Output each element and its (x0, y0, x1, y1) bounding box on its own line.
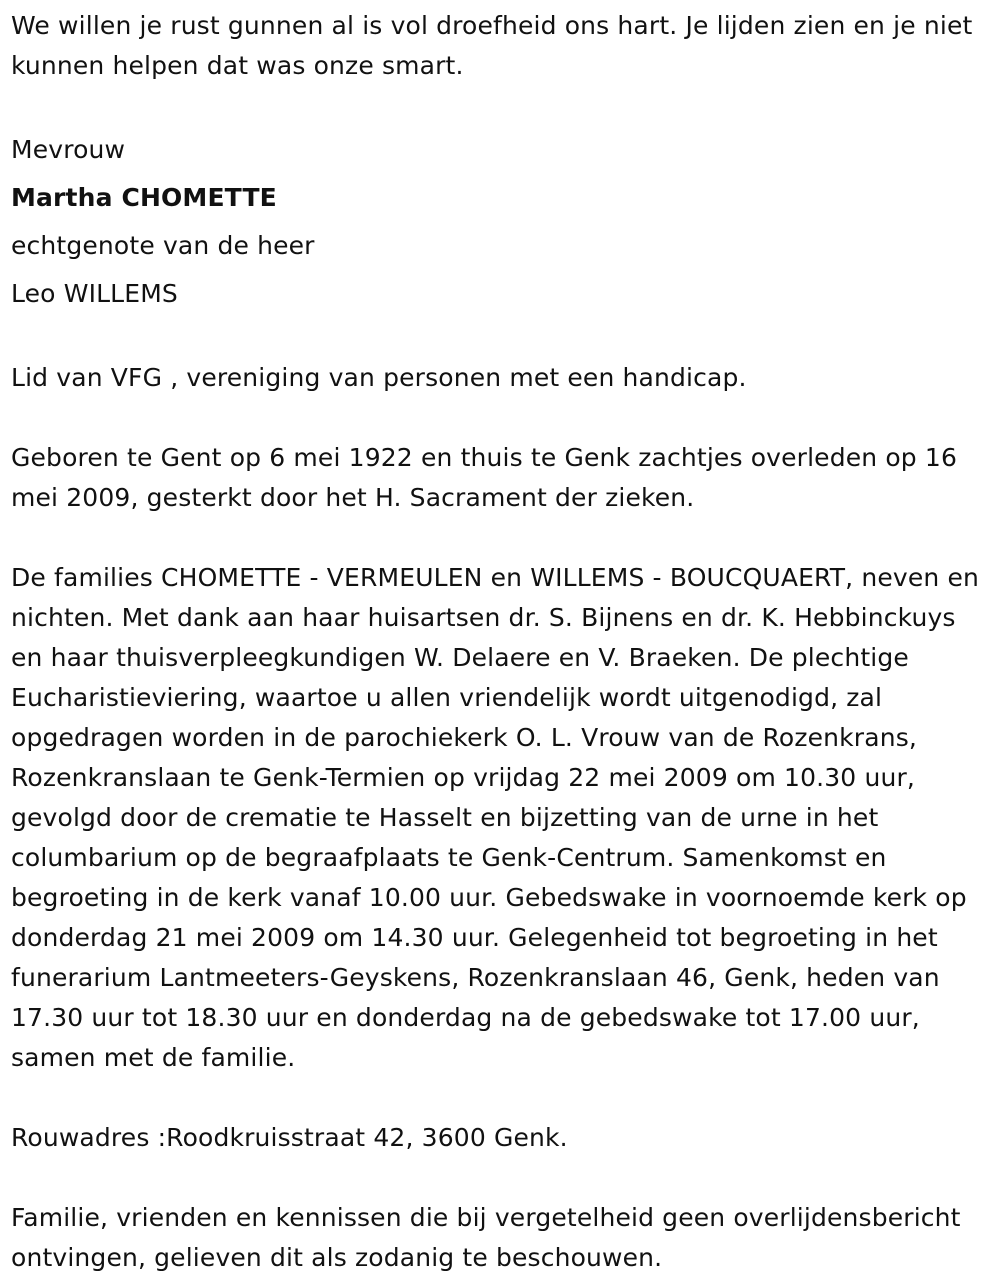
birth-death-paragraph: Geboren te Gent op 6 mei 1922 en thuis te Genk zachtjes overleden op 16 mei 2009, gesterkt door het H. Sacrament der zieken. (11, 443, 958, 512)
spacer (11, 1078, 991, 1118)
mourning-address: Rouwadres :Roodkruisstraat 42, 3600 Genk. (11, 1123, 568, 1152)
obituary-document (11, 6, 991, 1278)
spacer (11, 86, 991, 126)
spacer (11, 1158, 991, 1198)
closing-note: Familie, vrienden en kennissen die bij vergetelheid geen overlijdensbericht ontvingen, gelieven dit als zodanig te beschouwen. (11, 1203, 961, 1272)
membership-line: Lid van VFG , vereniging van personen met een handicap. (11, 363, 747, 392)
spacer (11, 398, 991, 438)
deceased-name: Martha CHOMETTE (11, 183, 277, 212)
families-ceremony-paragraph: De families CHOMETTE - VERMEULEN en WILLEMS - BOUCQUAERT, neven en nichten. Met dank aan haar huisartsen dr. S. Bijnens en dr. K. Hebbinckuys en haar thuisverpleegkundigen W. Delaere en V. Braeken. De plechtige Eucharistieviering, waartoe u allen vriendelijk wordt uitgenodigd, zal opgedragen worden in de parochiekerk O. L. Vrouw van de Rozenkrans, Rozenkranslaan te Genk-Termien op vrijdag 22 mei 2009 om 10.30 uur, gevolgd door de crematie te Hasselt en bijzetting van de urne in het columbarium op de begraafplaats te Genk-Centrum. Samenkomst en begroeting in de kerk vanaf 10.00 uur. Gebedswake in voornoemde kerk op donderdag 21 mei 2009 om 14.30 uur. Gelegenheid tot begroeting in het funerarium Lantmeeters-Geyskens, Rozenkranslaan 46, Genk, heden van 17.30 uur tot 18.30 uur en donderdag na de gebedswake tot 17.00 uur, samen met de familie. (11, 563, 979, 1072)
spacer (11, 318, 991, 358)
spouse-name: Leo WILLEMS (11, 279, 178, 308)
relation-line: echtgenote van de heer (11, 231, 315, 260)
spacer (11, 518, 991, 558)
opening-verse: We willen je rust gunnen al is vol droefheid ons hart. Je lijden zien en je niet kunnen helpen dat was onze smart. (11, 11, 973, 80)
title-line: Mevrouw (11, 135, 126, 164)
